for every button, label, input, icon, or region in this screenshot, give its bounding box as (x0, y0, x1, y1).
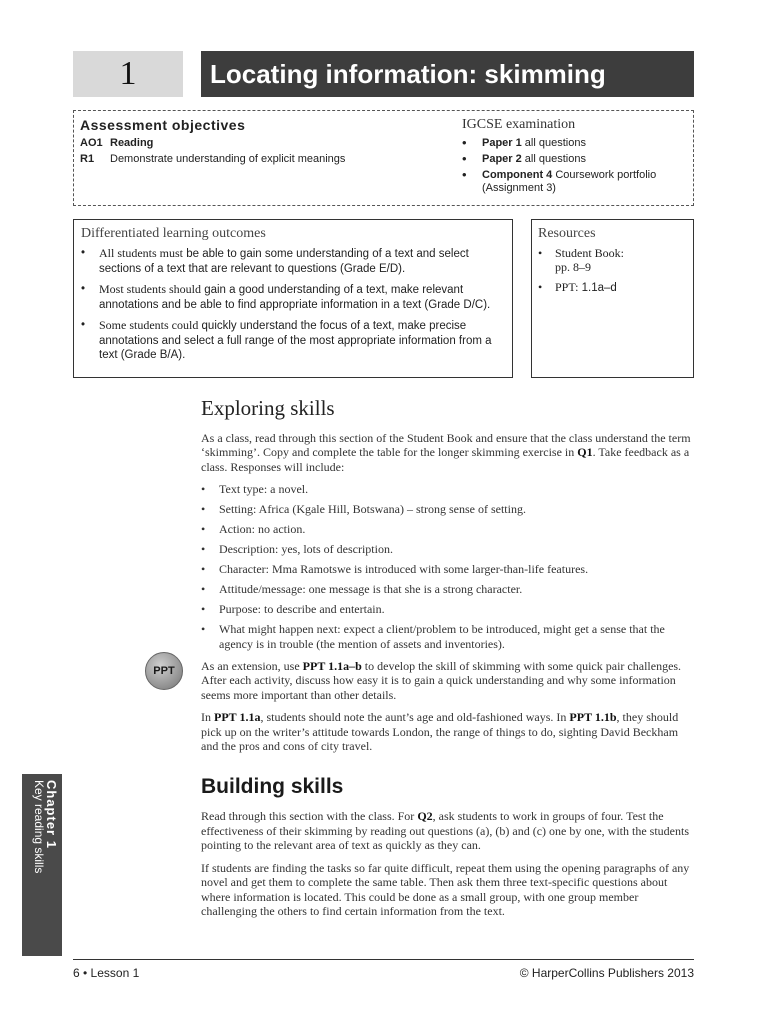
resources-heading: Resources (538, 226, 596, 241)
exam-item (462, 153, 687, 166)
list-item: • Description: yes, lots of description. (201, 542, 691, 556)
assessment-heading: Assessment objectives (80, 117, 246, 133)
exam-item-name: Component 4 (482, 169, 553, 181)
exam-item-detail: Coursework portfolio (Assignment 3) (482, 169, 657, 194)
assessment-box (73, 110, 694, 206)
page-footer-left: 6 • Lesson 1 (73, 966, 140, 980)
outcome-text: be able to gain some understanding of a text and select sections of a text that are relevant to questions (Grade E/D). (99, 248, 469, 275)
exam-item-name: Paper 1 (482, 137, 522, 149)
resource-item (538, 280, 687, 295)
learning-outcomes-box (73, 219, 513, 378)
objective-code: AO1 (80, 137, 103, 149)
ppt-paragraph: In PPT 1.1a, students should note the aunt’s age and old-fashioned ways. In PPT 1.1b, they should pick up on the writer’s attitude towards London, the range of things to do, sighting David Beckham and the pros and cons of city travel. (201, 710, 679, 754)
objective-text: Demonstrate understanding of explicit meanings (110, 153, 346, 165)
outcome-text: gain a good understanding of a text, make relevant annotations and be able to find appropriate information in a text (Grade D/C). (99, 284, 491, 311)
resource-detail: pp. 8–9 (555, 260, 591, 274)
outcomes-heading: Differentiated learning outcomes (81, 226, 266, 241)
exam-item (462, 137, 687, 150)
resources-box (531, 219, 694, 378)
exploring-intro: As a class, read through this section of the Student Book and ensure that the class understand the term ‘skimming’. Copy and complete the table for the longer skimming exercise in Q1. Take feedback as a class. Responses will include: (201, 431, 691, 474)
chapter-label: Chapter 1 (44, 780, 59, 849)
resource-item (538, 246, 687, 274)
list-item: • Setting: Africa (Kgale Hill, Botswana) – strong sense of setting. (201, 502, 691, 516)
page-footer-right: © HarperCollins Publishers 2013 (519, 966, 694, 980)
chapter-subtitle: Key reading skills (32, 780, 46, 874)
main-content (201, 396, 691, 926)
outcome-item (81, 282, 505, 312)
chapter-side-tab (22, 774, 62, 956)
list-item: • Character: Mma Ramotswe is introduced with some larger-than-life features. (201, 562, 691, 576)
list-item: • Action: no action. (201, 522, 691, 536)
exam-item (462, 169, 687, 195)
building-paragraph-1: Read through this section with the class. For Q2, ask students to work in groups of four. Test the effectiveness of their skimming by reading out questions (a), (b) and (c) one by one, with the students pointing to the relevant area of text as quickly as they can. (201, 809, 689, 853)
list-item: • Attitude/message: one message is that she is a strong character. (201, 582, 691, 596)
objective-row (80, 137, 450, 149)
objective-text: Reading (110, 137, 154, 149)
exam-item-detail: all questions (521, 137, 586, 149)
igcse-examination (462, 117, 687, 198)
list-item: • Text type: a novel. (201, 482, 691, 496)
extension-paragraph: As an extension, use PPT 1.1a–b to develop the skill of skimming with some quick pair challenges. After each activity, discuss how easy it is to gain a quick understanding and why some information seems more important than other details. (201, 659, 682, 702)
exam-item-detail: all questions (521, 153, 586, 165)
exploring-skills-heading: Exploring skills (201, 396, 335, 420)
objective-row (80, 153, 450, 165)
list-item: • What might happen next: expect a client/problem to be introduced, might get a sense that the agency is in trouble (the mention of assets and inventories). (201, 622, 691, 651)
response-list (201, 482, 691, 651)
outcome-item (81, 318, 505, 363)
outcome-text: quickly understand the focus of a text, make precise annotations and select a full range of the most appropriate information from a text (Grade B/A). (99, 320, 492, 361)
outcome-item (81, 246, 505, 276)
ppt-icon: PPT (145, 652, 183, 690)
lesson-number: 1 (73, 51, 183, 97)
resource-lead: PPT: (555, 280, 579, 294)
objective-code: R1 (80, 153, 95, 165)
assessment-objectives (80, 117, 450, 169)
footer-divider (73, 959, 694, 960)
igcse-heading: IGCSE examination (462, 117, 576, 132)
list-item: • Purpose: to describe and entertain. (201, 602, 691, 616)
building-skills-heading: Building skills (201, 775, 344, 799)
outcome-lead: Some students could (99, 318, 199, 332)
outcome-lead: All students must (99, 246, 184, 260)
exam-item-name: Paper 2 (482, 153, 522, 165)
building-paragraph-2: If students are finding the tasks so far quite difficult, repeat them using the opening paragraphs of any novel and get them to complete the same table. Then ask them three text-specific questions about where information is located. This could be done as a small group, with one group member challenging the others to find certain information from the text. (201, 860, 690, 918)
resource-lead: Student Book: (555, 246, 625, 260)
resource-detail: 1.1a–d (578, 282, 617, 294)
outcome-lead: Most students should (99, 282, 202, 296)
lesson-title: Locating information: skimming (201, 51, 694, 97)
